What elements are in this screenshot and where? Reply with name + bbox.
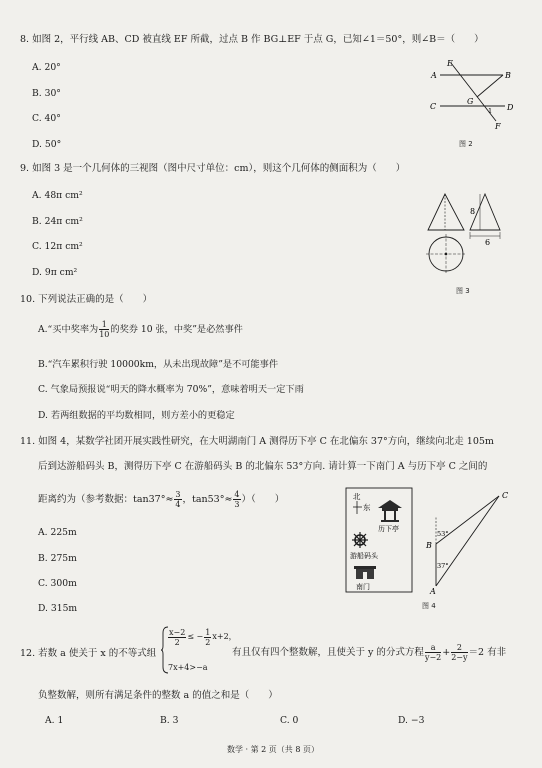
gate-icon (354, 566, 376, 579)
fraction-tan53: $\frac{4}{3}$ (234, 490, 240, 509)
page-footer: 数学 · 第 2 页（共 8 页） (227, 745, 319, 754)
fraction-a-over-y-minus-2: $\frac{a}{y-2}$ (424, 643, 442, 662)
q8-option-a: A. 20° (32, 62, 61, 73)
q11-option-d: D. 315m (38, 603, 78, 614)
q11-option-c: C. 300m (38, 578, 77, 589)
figure-4-lake-map (344, 486, 519, 596)
q11-option-a: A. 225m (38, 527, 77, 538)
q12-line1-pre: 12. 若数 a 使关于 x 的不等式组 (20, 648, 157, 659)
dimension-width: 6 (485, 238, 491, 247)
q11-option-b: B. 275m (38, 553, 77, 564)
dimension-height: 8 (470, 207, 476, 216)
map-pavilion-label: 历下亭 (378, 525, 399, 533)
q12-option-a: A. 1 (45, 715, 64, 726)
q11-line3: 距离约为（参考数据：tan37°≈ $\frac{3}{4}$ ，tan53°≈ $\frac{4}{3}$ ）（ ） (38, 490, 285, 509)
label-f: F (495, 122, 501, 131)
fraction-2-over-2-minus-y: $\frac{2}{2-y}$ (451, 643, 468, 662)
q9-option-c: C. 12π cm² (32, 241, 83, 252)
q9-option-b: B. 24π cm² (32, 216, 83, 227)
q8-option-b: B. 30° (32, 88, 61, 99)
pavilion-icon (378, 500, 402, 522)
q10-option-a-post: 的奖券 10 张，中奖”是必然事件 (110, 324, 243, 335)
q10-option-a-pre: A.“买中奖率为 (38, 324, 99, 335)
label-g: G (467, 97, 474, 106)
label-a: A (431, 71, 437, 80)
label-b: B (505, 71, 511, 80)
map-north-label: 北 (353, 492, 361, 501)
map-gate-label: 南门 (356, 583, 370, 591)
map-east-label: 东 (363, 503, 371, 512)
inequality-system (160, 626, 237, 674)
q12-option-b: B. 3 (160, 715, 179, 726)
label-d: D (507, 103, 514, 112)
figure-3-three-views (420, 186, 530, 282)
ship-wheel-icon (352, 532, 368, 548)
q9-option-a: A. 48π cm² (32, 190, 83, 201)
q9-option-d: D. 9π cm² (32, 267, 78, 278)
q11-line2: 后到达游船码头 B，测得历下亭 C 在游船码头 B 的北偏东 53°方向. 请计算一下南门 A 与历下亭 C 之间的 (38, 461, 488, 472)
q10-option-c: C. 气象局预报说“明天的降水概率为 70%”，意味着明天一定下雨 (38, 384, 304, 395)
fraction-one-tenth: $\frac{1}{10}$ (99, 320, 110, 339)
q8-option-c: C. 40° (32, 113, 61, 124)
q12-line2: 负整数解，则所有满足条件的整数 a 的值之和是（ ） (38, 690, 278, 701)
inequality-2: 7x+4>−a (168, 663, 208, 672)
q10-stem: 10. 下列说法正确的是（ ） (20, 294, 153, 305)
q12-option-d: D. −3 (398, 715, 425, 726)
fig4-label-a: A (430, 587, 436, 596)
q11-line1: 11. 如图 4，某数学社团开展实践性研究，在大明湖南门 A 测得历下亭 C 在北偏东 37°方向，继续向北走 105m (20, 436, 494, 447)
figure-3-caption: 图 3 (456, 287, 470, 295)
figure-2-parallel-lines (425, 55, 515, 135)
q12-line1-rest: 有且仅有四个整数解，且使关于 y 的分式方程 $\frac{a}{y-2}$ + $\frac{2}{2-y}$ ＝2 有非 (232, 643, 507, 662)
q8-stem: 8. 如图 2，平行线 AB、CD 被直线 EF 所截，过点 B 作 BG⊥EF 于点 G，已知∠1＝50°，则∠B＝（ ） (20, 34, 484, 45)
label-angle-1: 1 (488, 107, 493, 115)
q12-option-c: C. 0 (280, 715, 299, 726)
q10-option-d: D. 若两组数据的平均数相同，则方差小的更稳定 (38, 410, 235, 421)
inequality-1: $\frac{x-2}{2}$ ≤ − $\frac{1}{2}$ x+2， (169, 627, 237, 647)
label-c: C (430, 102, 437, 111)
q8-option-d: D. 50° (32, 139, 62, 150)
figure-4-caption: 图 4 (422, 602, 436, 610)
fig4-angle-53: 53° (437, 530, 449, 538)
label-e: E (447, 59, 453, 68)
fig4-angle-37: 37° (437, 562, 449, 570)
fig4-label-b: B (426, 541, 432, 550)
figure-2-caption: 图 2 (459, 140, 473, 148)
q10-option-b: B.“汽车累积行驶 10000km，从未出现故障”是不可能事件 (38, 359, 279, 370)
q9-stem: 9. 如图 3 是一个几何体的三视图（图中尺寸单位：cm），则这个几何体的侧面积为（ ） (20, 163, 406, 174)
fraction-tan37: $\frac{3}{4}$ (175, 490, 181, 509)
fig4-label-c: C (502, 491, 509, 500)
q10-option-a (38, 320, 243, 340)
map-pier-label: 游船码头 (350, 552, 378, 560)
